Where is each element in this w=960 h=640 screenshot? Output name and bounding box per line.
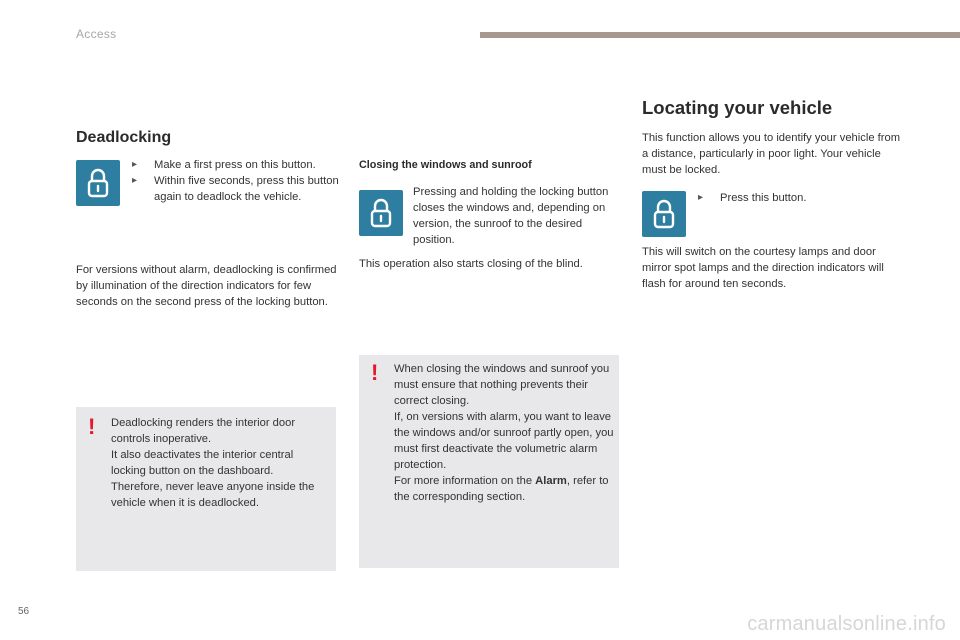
deadlocking-step-2: ▸ Within five seconds, press this button again to deadlock the vehicle. — [132, 173, 342, 205]
deadlocking-warning-line: Therefore, never leave anyone inside the vehicle when it is deadlocked. — [111, 481, 315, 509]
reference-alarm: Alarm — [535, 475, 567, 487]
exclamation-icon: ! — [371, 360, 379, 385]
locating-result: This will switch on the courtesy lamps and door mirror spot lamps and the direction indicators will flash for around ten seconds. — [642, 246, 884, 290]
padlock-icon — [370, 198, 392, 228]
section-label: Access — [76, 27, 117, 41]
deadlocking-steps — [132, 157, 342, 205]
locating-intro: This function allows you to identify your vehicle from a distance, particularly in poor light. Your vehicle must be locked. — [642, 132, 901, 176]
deadlocking-warning-box — [76, 407, 336, 571]
lock-button-illustration-closing — [359, 190, 403, 236]
page-number: 56 — [18, 606, 30, 617]
locating-steps — [698, 190, 898, 206]
padlock-icon — [87, 168, 109, 198]
lock-button-illustration-deadlock — [76, 160, 120, 206]
closing-warning-line: When closing the windows and sunroof you must ensure that nothing prevents their correct closing. — [394, 363, 610, 407]
header-rule — [480, 32, 960, 38]
deadlocking-warning-line: It also deactivates the interior central locking button on the dashboard. — [111, 449, 294, 477]
deadlocking-step-1: ▸ Make a first press on this button. — [132, 157, 342, 173]
watermark: carmanualsonline.info — [747, 613, 946, 635]
closing-note: This operation also starts closing of the blind. — [359, 258, 583, 270]
deadlocking-warning-line: Deadlocking renders the interior door controls inoperative. — [111, 417, 296, 445]
locating-heading: Locating your vehicle — [642, 97, 833, 118]
locating-step-1: ▸ Press this button. — [698, 190, 898, 206]
reference-suffix: , refer to the corresponding section. — [394, 475, 609, 503]
closing-warning-text — [394, 361, 614, 505]
reference-prefix: For more information on the — [394, 475, 536, 487]
closing-heading: Closing the windows and sunroof — [359, 159, 532, 171]
deadlocking-warning-text — [111, 415, 325, 511]
deadlocking-note: For versions without alarm, deadlocking is confirmed by illumination of the direction indicators for few seconds on the second press of the locking button. — [76, 264, 337, 308]
exclamation-icon: ! — [88, 414, 96, 439]
closing-warning-line: If, on versions with alarm, you want to leave the windows and/or sunroof partly open, you must first deactivate the volumetric alarm protection. — [394, 411, 614, 471]
closing-warning-reference — [394, 473, 614, 505]
closing-warning-box — [359, 355, 619, 568]
lock-button-illustration-locating — [642, 191, 686, 237]
closing-instruction: Pressing and holding the locking button closes the windows and, depending on version, the sunroof to the desired position. — [413, 186, 609, 246]
deadlocking-heading: Deadlocking — [76, 129, 172, 146]
padlock-icon — [653, 199, 675, 229]
